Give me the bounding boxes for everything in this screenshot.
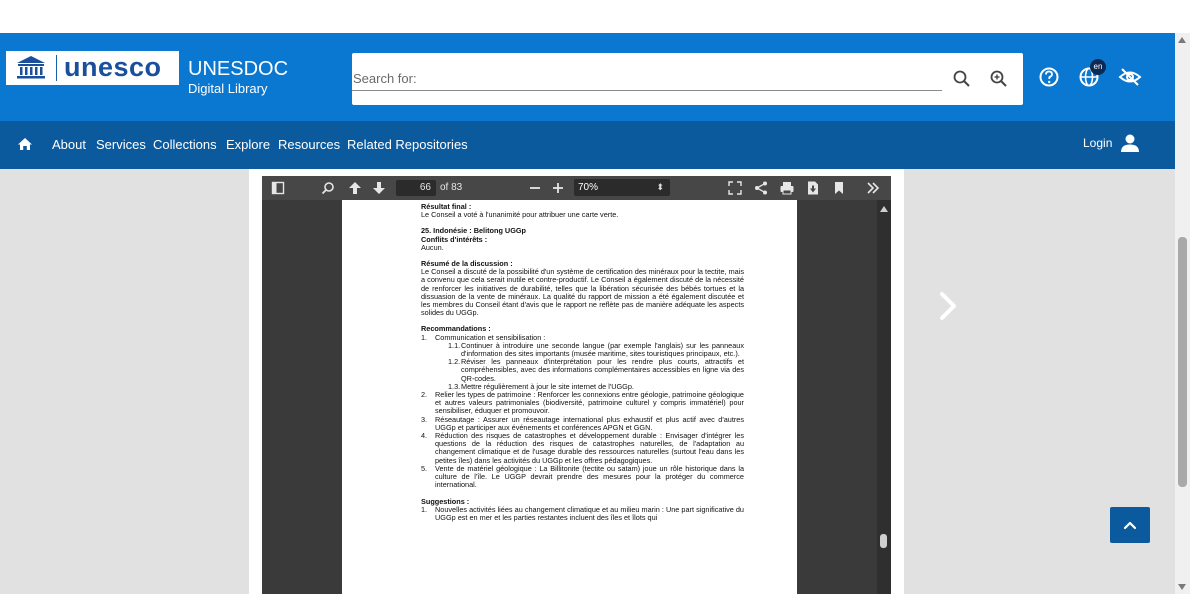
logo-wordmark: unesco [64, 52, 162, 82]
search-input[interactable] [352, 67, 942, 91]
viewer-scrollbar[interactable] [877, 200, 891, 594]
chevron-up-icon [1110, 507, 1150, 543]
search-box [352, 53, 1023, 105]
nav-about[interactable]: About [52, 137, 86, 152]
nav-resources[interactable]: Resources [278, 137, 341, 152]
conflicts-heading: Conflits d'intérêts : [421, 234, 488, 244]
conflicts-text: Aucun. [421, 242, 444, 252]
section-title: 25. Indonésie : Belitong UGGp [421, 226, 527, 236]
page-scrollbar[interactable] [1175, 33, 1190, 594]
bookmark-icon[interactable] [831, 180, 847, 196]
chevron-updown-icon: ⬍ [656, 182, 664, 192]
presentation-mode-icon[interactable] [727, 180, 743, 196]
pdf-page [342, 200, 797, 594]
pdf-viewer [262, 176, 891, 594]
logo-divider [56, 55, 57, 81]
discussion-heading: Résumé de la discussion : [421, 259, 513, 269]
list-item: 1. Nouvelles activités liées au changement climatique et au milieu marin : Une part significative du UGGp est en mer et les parties restantes incluent des îles et îlots qui [421, 504, 744, 522]
page-scroll-thumb[interactable] [1178, 237, 1187, 487]
list-item: 4. Réduction des risques de catastrophes et développement durable : Envisager d'intégrer les questions de la réduction des risques de catastrophes naturelles, de l'adaptation au changement climatique et de l'usage durable des ressources naturelles (surtout l'eau dans les petites îles) dans les activités du UGGp et les offres pédagogiques. [421, 431, 744, 465]
zoom-value: 70% [578, 182, 599, 193]
share-icon[interactable] [753, 180, 769, 196]
result-text: Le Conseil a voté à l'unanimité pour attribuer une carte verte. [421, 210, 619, 220]
unesco-logo[interactable] [6, 51, 179, 85]
help-icon[interactable] [1036, 64, 1062, 90]
sidebar-toggle-icon[interactable] [270, 180, 286, 196]
arrow-down-icon[interactable] [371, 180, 387, 196]
site-header [0, 33, 1175, 121]
zoom-out-icon[interactable] [527, 180, 543, 196]
home-icon[interactable] [17, 136, 33, 152]
scroll-up-arrow[interactable] [1178, 37, 1186, 43]
page-number-input[interactable]: 66 [396, 180, 436, 196]
list-item: 3. Réseautage : Assurer un réseautage international plus exhaustif et plus actif avec d'autres UGGp et participer aux événements et conférences APGN et GGN. [421, 414, 744, 432]
nav-explore[interactable]: Explore [226, 137, 271, 152]
unesco-temple-icon [16, 55, 46, 79]
pdf-toolbar [262, 176, 891, 200]
zoom-in-icon[interactable] [550, 180, 566, 196]
search-icon[interactable] [950, 67, 974, 91]
discussion-text: Le Conseil a discuté de la possibilité d'un système de certification des minéraux pour la tectite, mais a convenu que cela serait inutile et contre-productif. Le Conseil a également discuté de la nécessité de renforcer les initiatives de durabilité, telles que la libération sécurisée des bébés tortues et la dissuasion de la vente de minéraux. La qualité du rapport de mission a été également discutée et les membres du Conseil étant d'avis que le rapport ne reflète pas de manière adéquate les aspects solides du UGGp. [421, 267, 744, 318]
arrow-up-icon[interactable] [347, 180, 363, 196]
brand-title[interactable]: UNESDOC [188, 58, 289, 80]
list-item: 1.2. Réviser les panneaux d'interprétation pour les rendre plus courts, attractifs et compréhensibles, avec des informations complémentaires accessibles en ligne via des QR-codes. [448, 357, 744, 383]
scroll-down-arrow[interactable] [1178, 584, 1186, 590]
page-count: of 83 [440, 182, 463, 193]
language-badge[interactable]: en [1090, 59, 1106, 75]
double-chevron-right-icon[interactable] [865, 180, 881, 196]
login-link[interactable]: Login [1083, 136, 1113, 150]
nav-collections[interactable]: Collections [153, 137, 217, 152]
back-to-top-button[interactable] [1110, 507, 1150, 543]
nav-services[interactable]: Services [96, 137, 146, 152]
print-icon[interactable] [779, 180, 795, 196]
find-icon[interactable] [320, 180, 336, 196]
main-nav [0, 121, 1175, 169]
list-item: 2. Relier les types de patrimoine : Renforcer les connexions entre géologie, patrimoine géologique et autres valeurs patrimoniales (biodiversité, patrimoine culturel y compris immatériel) pour sensibiliser, éduquer et promouvoir. [421, 390, 744, 416]
zoom-select[interactable] [574, 179, 670, 196]
list-item: 1.1. Continuer à introduire une seconde langue (par exemple l'anglais) sur les panneaux d'information des sites importants (musée maritime, sites touristiques principaux, etc.). [448, 340, 744, 359]
viewer-scroll-thumb[interactable] [880, 534, 887, 548]
chevron-right-icon[interactable] [933, 289, 963, 323]
page-content [421, 203, 744, 522]
list-item: 5. Vente de matériel géologique : La Billitonite (tectite ou satam) joue un rôle historique dans la culture de l'île. Le UGGP devrait prendre des mesures pour la protéger du commerce international. [421, 463, 744, 490]
scroll-up-arrow[interactable] [880, 206, 888, 212]
nav-related-repositories[interactable]: Related Repositories [347, 137, 468, 152]
result-heading: Résultat final : [421, 202, 472, 211]
recommendations-heading: Recommandations : [421, 324, 491, 334]
advanced-search-icon[interactable] [987, 67, 1011, 91]
accessibility-eye-icon[interactable] [1117, 64, 1143, 90]
user-icon[interactable] [1119, 132, 1141, 154]
suggestions-heading: Suggestions : [421, 496, 470, 506]
list-item: 1. Communication et sensibilisation : [421, 332, 546, 342]
download-icon[interactable] [805, 180, 821, 196]
brand-subtitle[interactable]: Digital Library [188, 81, 268, 96]
list-item: 1.3. Mettre régulièrement à jour le site internet de l'UGGp. [448, 381, 634, 391]
